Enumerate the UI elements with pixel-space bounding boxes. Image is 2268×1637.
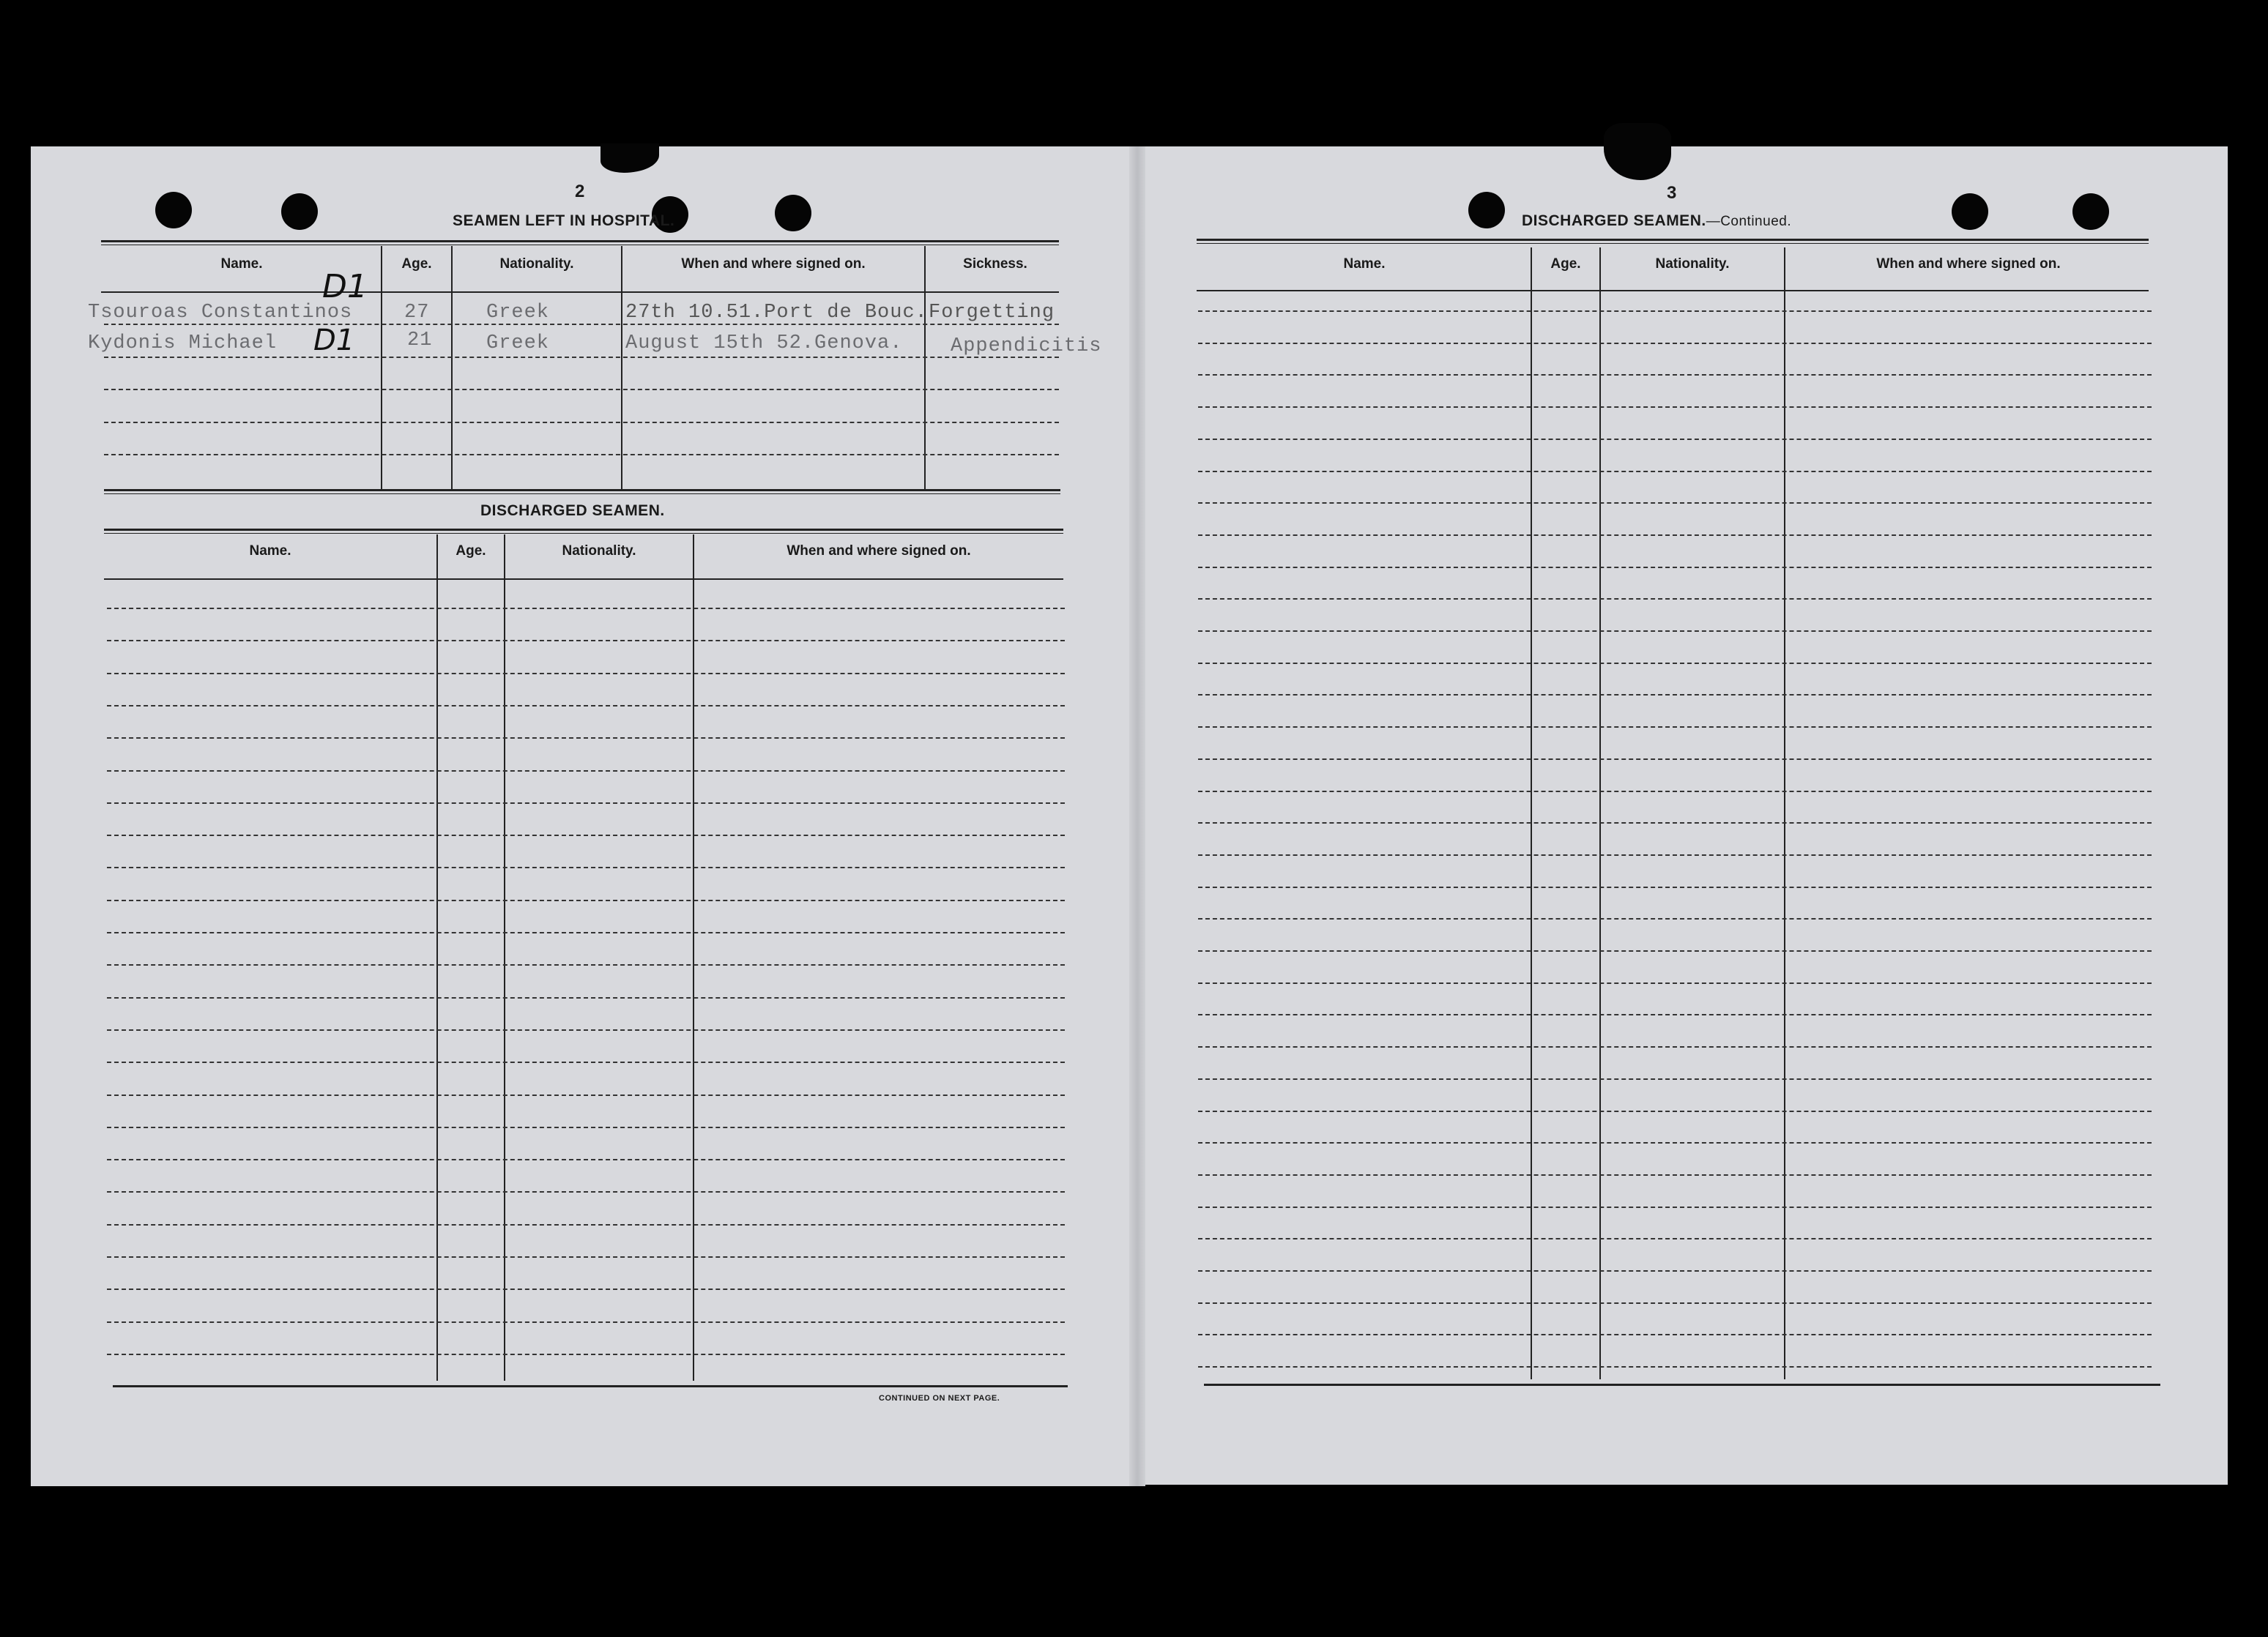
ruled-line xyxy=(1198,1302,2152,1304)
column-divider xyxy=(381,246,382,489)
ruled-line xyxy=(104,389,1059,390)
ruled-line xyxy=(1198,982,2152,984)
discharged-top-rule xyxy=(104,529,1063,534)
discharged-bottom-rule xyxy=(113,1385,1068,1387)
column-divider xyxy=(436,534,438,1381)
hospital-row-2-sickness: Appendicitis xyxy=(951,335,1102,357)
page-gutter xyxy=(1129,146,1145,1486)
ruled-line xyxy=(1198,1238,2152,1239)
ruled-line xyxy=(1198,822,2152,824)
ruled-line xyxy=(1198,374,2152,376)
col-header-signed-on: When and where signed on. xyxy=(787,543,971,559)
title-text: DISCHARGED SEAMEN. xyxy=(1522,212,1706,229)
right-bottom-rule xyxy=(1204,1384,2160,1386)
column-divider xyxy=(924,246,926,489)
ruled-line xyxy=(107,900,1065,901)
ruled-line xyxy=(1198,950,2152,952)
right-top-rule xyxy=(1197,239,2149,244)
ruled-line xyxy=(1198,1334,2152,1335)
ruled-line xyxy=(107,1062,1065,1063)
ruled-line xyxy=(107,1159,1065,1160)
ruled-line xyxy=(1198,502,2152,504)
ruled-line xyxy=(104,454,1059,455)
ruled-line xyxy=(107,1127,1065,1128)
hospital-row-2-mark: D1 xyxy=(313,324,355,357)
ruled-line xyxy=(107,1354,1065,1355)
ruled-line xyxy=(107,1029,1065,1031)
ruled-line xyxy=(1198,1142,2152,1144)
column-divider xyxy=(1531,247,1532,1379)
ruled-line xyxy=(1198,854,2152,856)
ruled-line xyxy=(104,357,1059,358)
ruled-line xyxy=(107,802,1065,804)
ruled-line xyxy=(107,673,1065,674)
punch-hole-icon xyxy=(775,195,811,231)
right-header-rule xyxy=(1197,290,2149,291)
ruled-line xyxy=(107,705,1065,706)
punch-hole-icon xyxy=(2072,193,2109,230)
ruled-line xyxy=(1198,1078,2152,1080)
hospital-header-rule xyxy=(101,291,1059,293)
col-header-name: Name. xyxy=(249,543,291,559)
hospital-bottom-rule xyxy=(104,489,1060,494)
ruled-line xyxy=(1198,726,2152,728)
col-header-name: Name. xyxy=(220,256,263,272)
column-divider xyxy=(1784,247,1785,1379)
ruled-line xyxy=(1198,598,2152,600)
ruled-line xyxy=(1198,791,2152,792)
discharged-continued-title xyxy=(1522,212,1791,230)
hospital-section-title: SEAMEN LEFT IN HOSPITAL. xyxy=(453,212,675,229)
punch-hole-icon xyxy=(1468,192,1505,228)
ruled-line xyxy=(104,324,1059,325)
ruled-line xyxy=(1198,1046,2152,1048)
punch-hole-icon xyxy=(1952,193,1988,230)
ruled-line xyxy=(1198,567,2152,568)
ruled-line xyxy=(107,1095,1065,1096)
col-header-nationality: Nationality. xyxy=(1655,256,1730,272)
page-number: 3 xyxy=(1667,183,1677,203)
ruled-line xyxy=(1198,918,2152,920)
hospital-row-1-sickness: Forgetting xyxy=(929,302,1055,324)
continued-note: CONTINUED ON NEXT PAGE. xyxy=(879,1394,1000,1403)
ruled-line xyxy=(1198,1270,2152,1272)
col-header-age: Age. xyxy=(1550,256,1581,272)
ruled-line xyxy=(107,932,1065,933)
col-header-signed-on: When and where signed on. xyxy=(681,256,866,272)
discharged-header-rule xyxy=(104,578,1063,580)
column-divider xyxy=(451,246,453,489)
ruled-line xyxy=(107,1256,1065,1258)
ruled-line xyxy=(1198,439,2152,440)
title-suffix: —Continued. xyxy=(1706,214,1792,229)
col-header-signed-on: When and where signed on. xyxy=(1876,256,2061,272)
ruled-line xyxy=(1198,758,2152,760)
col-header-nationality: Nationality. xyxy=(562,543,636,559)
ruled-line xyxy=(107,1289,1065,1290)
hospital-row-1-signed-on: 27th 10.51.Port de Bouc. xyxy=(625,302,928,324)
ruled-line xyxy=(1198,887,2152,888)
ruled-line xyxy=(107,835,1065,836)
hospital-row-1-nationality: Greek xyxy=(486,302,550,324)
hospital-row-2-name: Kydonis Michael xyxy=(88,332,278,354)
col-header-age: Age. xyxy=(401,256,432,272)
column-divider xyxy=(504,534,505,1381)
ruled-line xyxy=(107,1321,1065,1323)
hospital-row-2-age: 21 xyxy=(407,329,433,351)
ruled-line xyxy=(107,867,1065,868)
ruled-line xyxy=(107,1191,1065,1193)
hospital-row-1-mark: D1 xyxy=(322,268,368,305)
col-header-nationality: Nationality. xyxy=(499,256,574,272)
hospital-row-2-signed-on: August 15th 52.Genova. xyxy=(625,332,903,354)
ruled-line xyxy=(1198,343,2152,344)
ruled-line xyxy=(104,422,1059,423)
ruled-line xyxy=(1198,471,2152,472)
ruled-line xyxy=(107,997,1065,999)
col-header-age: Age. xyxy=(456,543,486,559)
ruled-line xyxy=(1198,694,2152,696)
column-divider xyxy=(621,246,622,489)
hospital-row-2-nationality: Greek xyxy=(486,332,550,354)
ruled-line xyxy=(1198,1207,2152,1208)
ruled-line xyxy=(1198,1174,2152,1176)
col-header-name: Name. xyxy=(1343,256,1386,272)
ruled-line xyxy=(107,608,1065,609)
right-page xyxy=(1137,146,2228,1485)
ruled-line xyxy=(1198,406,2152,408)
ruled-line xyxy=(1198,630,2152,632)
ruled-line xyxy=(107,640,1065,641)
column-divider xyxy=(1599,247,1601,1379)
column-divider xyxy=(693,534,694,1381)
ruled-line xyxy=(107,1224,1065,1226)
ruled-line xyxy=(107,770,1065,772)
col-header-sickness: Sickness. xyxy=(963,256,1027,272)
hospital-row-1-age: 27 xyxy=(404,302,430,324)
ruled-line xyxy=(1198,1366,2152,1368)
punch-hole-icon xyxy=(281,193,318,230)
discharged-section-title: DISCHARGED SEAMEN. xyxy=(480,502,665,519)
punch-hole-icon xyxy=(155,192,192,228)
hospital-top-rule xyxy=(101,240,1059,245)
ruled-line xyxy=(107,964,1065,966)
ruled-line xyxy=(1198,1111,2152,1112)
page-number: 2 xyxy=(575,182,585,201)
ruled-line xyxy=(1198,1014,2152,1015)
ruled-line xyxy=(1198,663,2152,664)
ruled-line xyxy=(107,737,1065,739)
hospital-row-1-name: Tsouroas Constantinos xyxy=(88,302,353,324)
ruled-line xyxy=(1198,310,2152,312)
ruled-line xyxy=(1198,534,2152,536)
